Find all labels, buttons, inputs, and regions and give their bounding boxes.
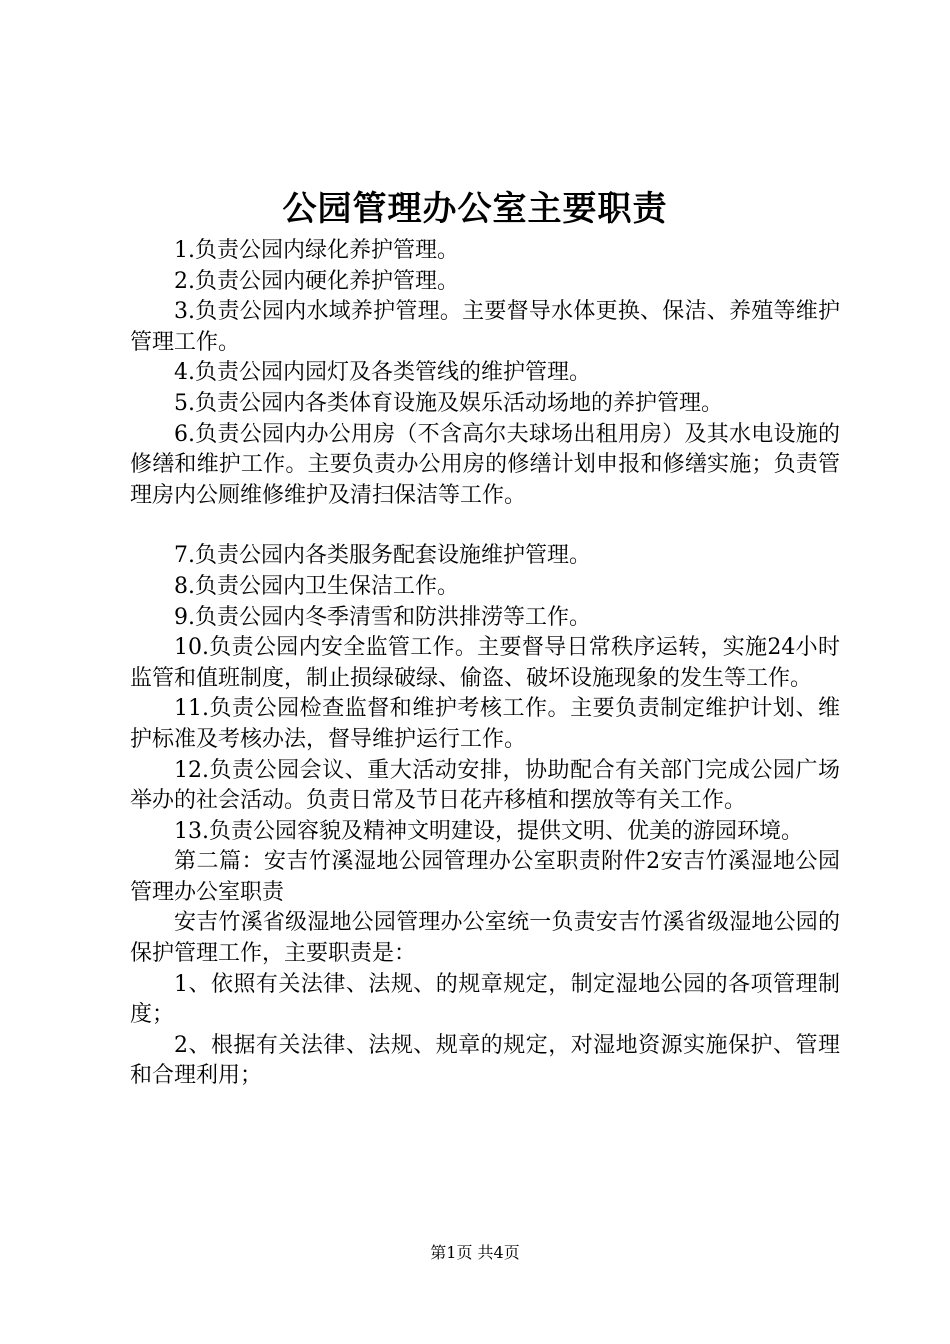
paragraph-13: 13.负责公园容貌及精神文明建设，提供文明、优美的游园环境。: [174, 818, 803, 844]
paragraph-10: 10.负责公园内安全监管工作。主要督导日常秩序运转，实施24小时监管和值班制度，制止损绿破绿、偷盗、破坏设施现象的发生等工作。: [130, 635, 840, 691]
paragraph-6: 6.负责公园内办公用房（不含高尔夫球场出租用房）及其水电设施的修缮和维护工作。主要负责办公用房的修缮计划申报和修缮实施；负责管理房内公厕维修维护及清扫保洁等工作。: [130, 421, 840, 508]
paragraph-8: 8.负责公园内卫生保洁工作。: [174, 573, 459, 599]
paragraph-4: 4.负责公园内园灯及各类管线的维护管理。: [174, 360, 591, 386]
section-heading-part-two: 第二篇：安吉竹溪湿地公园管理办公室职责附件2安吉竹溪湿地公园管理办公室职责: [130, 849, 840, 905]
paragraph-9: 9.负责公园内冬季清雪和防洪排涝等工作。: [174, 604, 591, 630]
document-body: [130, 236, 840, 1092]
paragraph-3: 3.负责公园内水域养护管理。主要督导水体更换、保洁、养殖等维护管理工作。: [130, 299, 840, 355]
paragraph-2: 2.负责公园内硬化养护管理。: [174, 268, 459, 294]
paragraph-1: 1.负责公园内绿化养护管理。: [174, 238, 459, 263]
document-title: 公园管理办公室主要职责: [282, 189, 668, 229]
paragraph-duty-2: 2、根据有关法律、法规、规章的规定，对湿地资源实施保护、管理和合理利用；: [130, 1032, 840, 1089]
paragraph-5: 5.负责公园内各类体育设施及娱乐活动场地的养护管理。: [174, 390, 723, 416]
page-footer: 第1页 共4页: [430, 1243, 520, 1262]
paragraph-7: 7.负责公园内各类服务配套设施维护管理。: [174, 543, 591, 569]
paragraph-duty-1: 1、依照有关法律、法规、的规章规定，制定湿地公园的各项管理制度；: [130, 971, 840, 1028]
paragraph-intro-duties: 安吉竹溪省级湿地公园管理办公室统一负责安吉竹溪省级湿地公园的保护管理工作，主要职责是：: [130, 910, 840, 967]
paragraph-11: 11.负责公园检查监督和维护考核工作。主要负责制定维护计划、维护标准及考核办法，督导维护运行工作。: [130, 696, 840, 752]
paragraph-12: 12.负责公园会议、重大活动安排，协助配合有关部门完成公园广场举办的社会活动。负责日常及节日花卉移植和摆放等有关工作。: [130, 757, 840, 814]
